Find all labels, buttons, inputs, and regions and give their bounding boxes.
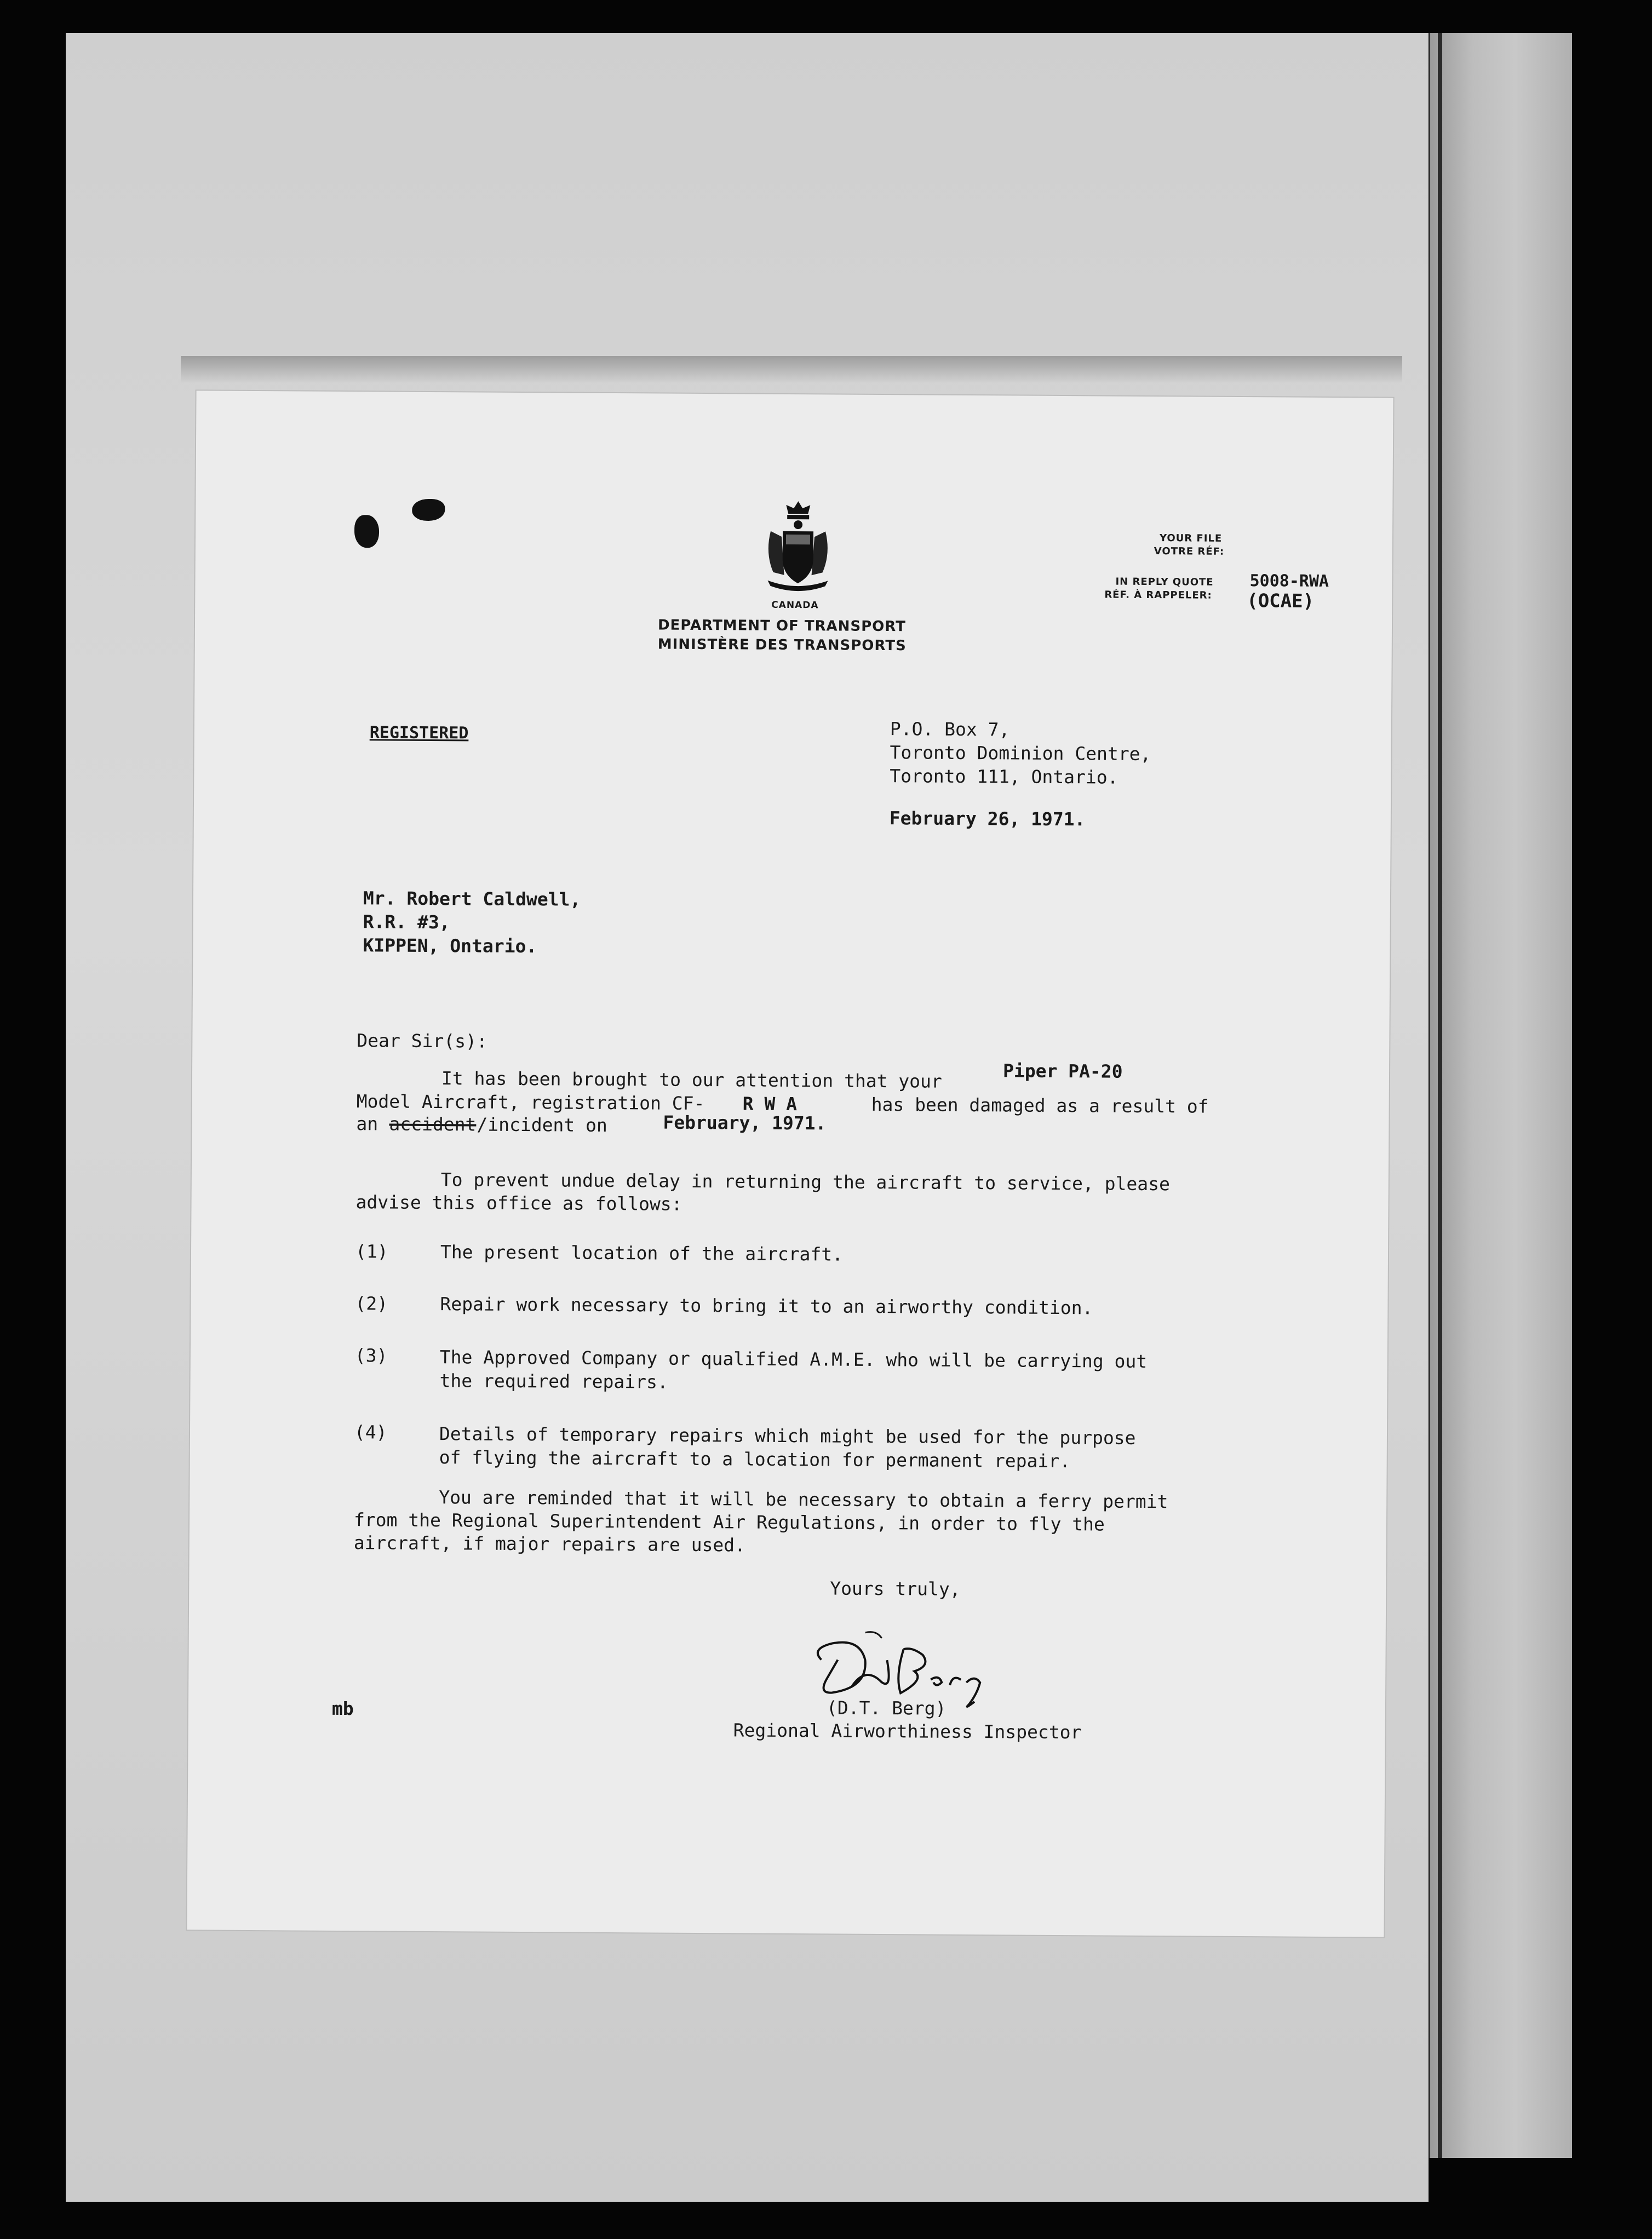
sender-address-line: P.O. Box 7, [890, 718, 1010, 740]
para1-line1: It has been brought to our attention that your [441, 1067, 942, 1092]
para1-line2: Model Aircraft, registration CF- [356, 1090, 705, 1115]
canada-crest-icon [759, 498, 836, 598]
letterhead-country: CANADA [771, 599, 819, 611]
folder-divider [1438, 33, 1442, 2158]
folder-edge [1430, 33, 1572, 2158]
para1-line3-start: an [356, 1113, 378, 1135]
para2-line: To prevent undue delay in returning the aircraft to service, please [440, 1169, 1171, 1195]
para3-line: You are reminded that it will be necessary to obtain a ferry permit [439, 1486, 1168, 1513]
salutation: Dear Sir(s): [357, 1030, 487, 1052]
page-shadow [181, 356, 1402, 383]
item-text: The present location of the aircraft. [440, 1241, 844, 1265]
letterhead-dept-fr: MINISTÈRE DES TRANSPORTS [657, 636, 907, 655]
recipient-line: Mr. Robert Caldwell, [363, 887, 581, 910]
item-text: The Approved Company or qualified A.M.E. who will be carrying out [439, 1346, 1148, 1372]
punch-hole [412, 499, 445, 521]
your-file-label: YOUR FILE [1159, 532, 1223, 544]
para3-line: from the Regional Superintendent Air Regulations, in order to fly the [353, 1509, 1105, 1535]
sender-address-line: Toronto 111, Ontario. [890, 765, 1118, 788]
registered-label: REGISTERED [369, 723, 469, 743]
item-text: the required repairs. [439, 1370, 668, 1393]
your-file-label-fr: VOTRE RÉF: [1154, 546, 1225, 558]
sender-address-line: Toronto Dominion Centre, [890, 742, 1151, 765]
para1-line2-end: has been damaged as a result of [871, 1093, 1209, 1117]
para1-line3-mid: /incident on [477, 1113, 607, 1136]
reply-quote-value-2: (OCAE) [1247, 590, 1315, 612]
item-number: (2) [355, 1293, 388, 1314]
recipient-line: R.R. #3, [363, 911, 450, 933]
item-number: (4) [354, 1421, 387, 1443]
letter-date: February 26, 1971. [889, 807, 1086, 830]
registration-mark: R W A [742, 1093, 798, 1115]
closing: Yours truly, [830, 1577, 961, 1600]
item-text: Details of temporary repairs which might be used for the purpose [439, 1423, 1136, 1449]
letterhead-dept-en: DEPARTMENT OF TRANSPORT [657, 617, 907, 635]
punch-hole [354, 515, 379, 548]
signer-name: (D.T. Berg) [826, 1697, 947, 1719]
para2-line: advise this office as follows: [355, 1191, 682, 1215]
recipient-line: KIPPEN, Ontario. [363, 934, 537, 957]
reply-quote-value: 5008-RWA [1249, 571, 1329, 591]
para3-line: aircraft, if major repairs are used. [353, 1532, 746, 1556]
item-number: (3) [354, 1345, 388, 1367]
item-text: Repair work necessary to bring it to an airworthy condition. [440, 1293, 1093, 1319]
typist-initials: mb [331, 1697, 354, 1720]
signer-title: Regional Airworthiness Inspector [733, 1719, 1082, 1743]
letter-page [187, 391, 1393, 1937]
reply-quote-label: IN REPLY QUOTE [1115, 576, 1214, 588]
aircraft-type: Piper PA-20 [1002, 1060, 1123, 1082]
item-number: (1) [355, 1241, 388, 1262]
item-text: of flying the aircraft to a location for permanent repair. [439, 1446, 1071, 1472]
reply-quote-label-fr: RÉF. À RAPPELER: [1104, 589, 1212, 601]
struck-word: accident [389, 1113, 477, 1135]
incident-date: February, 1971. [663, 1111, 827, 1134]
